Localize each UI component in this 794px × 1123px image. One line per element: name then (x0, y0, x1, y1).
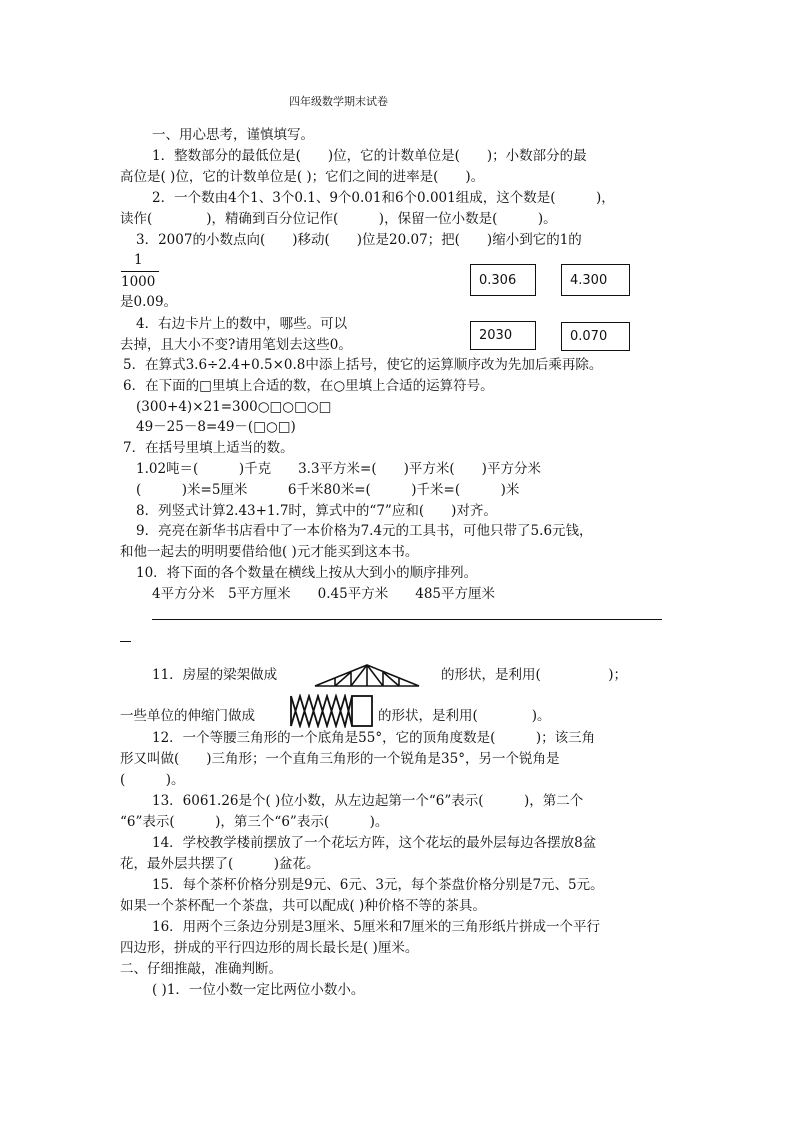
q7-line2: ( )米=5厘米 6千米80米=( )千米=( )米 (136, 482, 520, 498)
judge-item-1: ( )1．一位小数一定比两位小数小。 (152, 982, 365, 998)
number-card-2: 4.300 (561, 264, 630, 296)
q11-line1-end: 的形状，是利用( )； (441, 667, 628, 683)
q11-line2-end: 的形状，是利用( )。 (378, 708, 551, 724)
fraction-numerator: 1 (134, 252, 143, 268)
number-card-4: 0.070 (561, 322, 630, 351)
exam-title: 四年级数学期末试卷 (289, 95, 388, 108)
q2-line2: 读作( )，精确到百分位记作( )，保留一位小数是( )。 (120, 211, 557, 227)
roof-truss-icon (313, 662, 421, 688)
q14-line2: 花，最外层共摆了( )盆花。 (120, 856, 320, 872)
q3-line2: 是0.09。 (120, 294, 178, 310)
folding-gate-icon (288, 694, 374, 728)
q12-line2: 形又叫做( )三角形；一个直角三角形的一个锐角是35°，另一个锐角是 (120, 751, 560, 767)
q15-line1: 15．每个茶杯价格分别是9元、6元、3元，每个茶盘价格分别是7元、5元。 (152, 877, 604, 893)
q9-line2: 和他一起去的明明要借给他( )元才能买到这本书。 (120, 544, 419, 560)
q10-items: 4平方分米 5平方厘米 0.45平方米 485平方厘米 (152, 586, 496, 602)
q12-line1: 12．一个等腰三角形的一个底角是55°，它的顶角度数是( )；该三角 (152, 730, 596, 746)
q15-line2: 如果一个茶杯配一个茶盘，共可以配成( )种价格不等的茶具。 (120, 898, 486, 914)
q16-line1: 16．用两个三条边分别是3厘米、5厘米和7厘米的三角形纸片拼成一个平行 (152, 919, 600, 935)
section2-heading: 二、仔细推敲，准确判断。 (120, 961, 282, 977)
q13-line2: “6”表示( )，第三个“6”表示( )。 (120, 814, 389, 830)
q6-expr2: 49－25－8=49－(□○□) (136, 419, 296, 435)
q3-line1: 3．2007的小数点向( )移动( )位是20.07；把( )缩小到它的1的 (136, 232, 582, 248)
section1-heading: 一、用心思考，谨慎填写。 (152, 127, 314, 143)
q5-line: 5．在算式3.6÷2.4+0.5×0.8中添上括号，使它的运算顺序改为先加后乘再除。 (123, 357, 603, 373)
q8-line: 8．列竖式计算2.43+1.7时，算式中的“7”应和( )对齐。 (136, 503, 497, 519)
q2-line1: 2．一个数由4个1、3个0.1、9个0.01和6个0.001组成，这个数是( )， (152, 190, 615, 206)
q13-line1: 13．6061.26是个( )位小数，从左边起第一个“6”表示( )，第二个 (152, 793, 584, 809)
q4-line1: 4．右边卡片上的数中，哪些。可以 (136, 316, 348, 332)
q1-line1: 1．整数部分的最低位是( )位，它的计数单位是( )；小数部分的最 (152, 148, 587, 164)
number-card-3: 2030 (470, 321, 536, 350)
q7-line: 7．在括号里填上适当的数。 (123, 440, 294, 456)
answer-line (152, 619, 662, 620)
q16-line2: 四边形，拼成的平行四边形的周长最长是( )厘米。 (120, 940, 419, 956)
q10-line: 10．将下面的各个数量在横线上按从大到小的顺序排列。 (136, 565, 478, 581)
q12-line3: ( )。 (120, 772, 185, 788)
q6-line: 6．在下面的□里填上合适的数，在○里填上合适的运算符号。 (123, 378, 494, 394)
q11-line2-start: 一些单位的伸缩门做成 (120, 708, 255, 724)
number-card-1: 0.306 (470, 264, 536, 296)
q9-line1: 9．亮亮在新华书店看中了一本价格为7.4元的工具书，可他只带了5.6元钱， (136, 523, 593, 539)
q4-line2: 去掉，且大小不变?请用笔划去这些0。 (120, 337, 352, 353)
q6-expr1: (300+4)×21=300○□○□○□ (136, 399, 332, 415)
q11-line1-start: 11．房屋的梁架做成 (152, 667, 278, 683)
q7-line1: 1.02吨＝( )千克 3.3平方米=( )平方米( )平方分米 (136, 461, 541, 477)
fraction-denominator: 1000 (121, 274, 156, 290)
answer-line-tail (120, 641, 131, 642)
q1-line2: 高位是( )位，它的计数单位是( )；它们之间的进率是( )。 (120, 169, 485, 185)
q14-line1: 14．学校教学楼前摆放了一个花坛方阵，这个花坛的最外层每边各摆放8盆 (152, 835, 597, 851)
